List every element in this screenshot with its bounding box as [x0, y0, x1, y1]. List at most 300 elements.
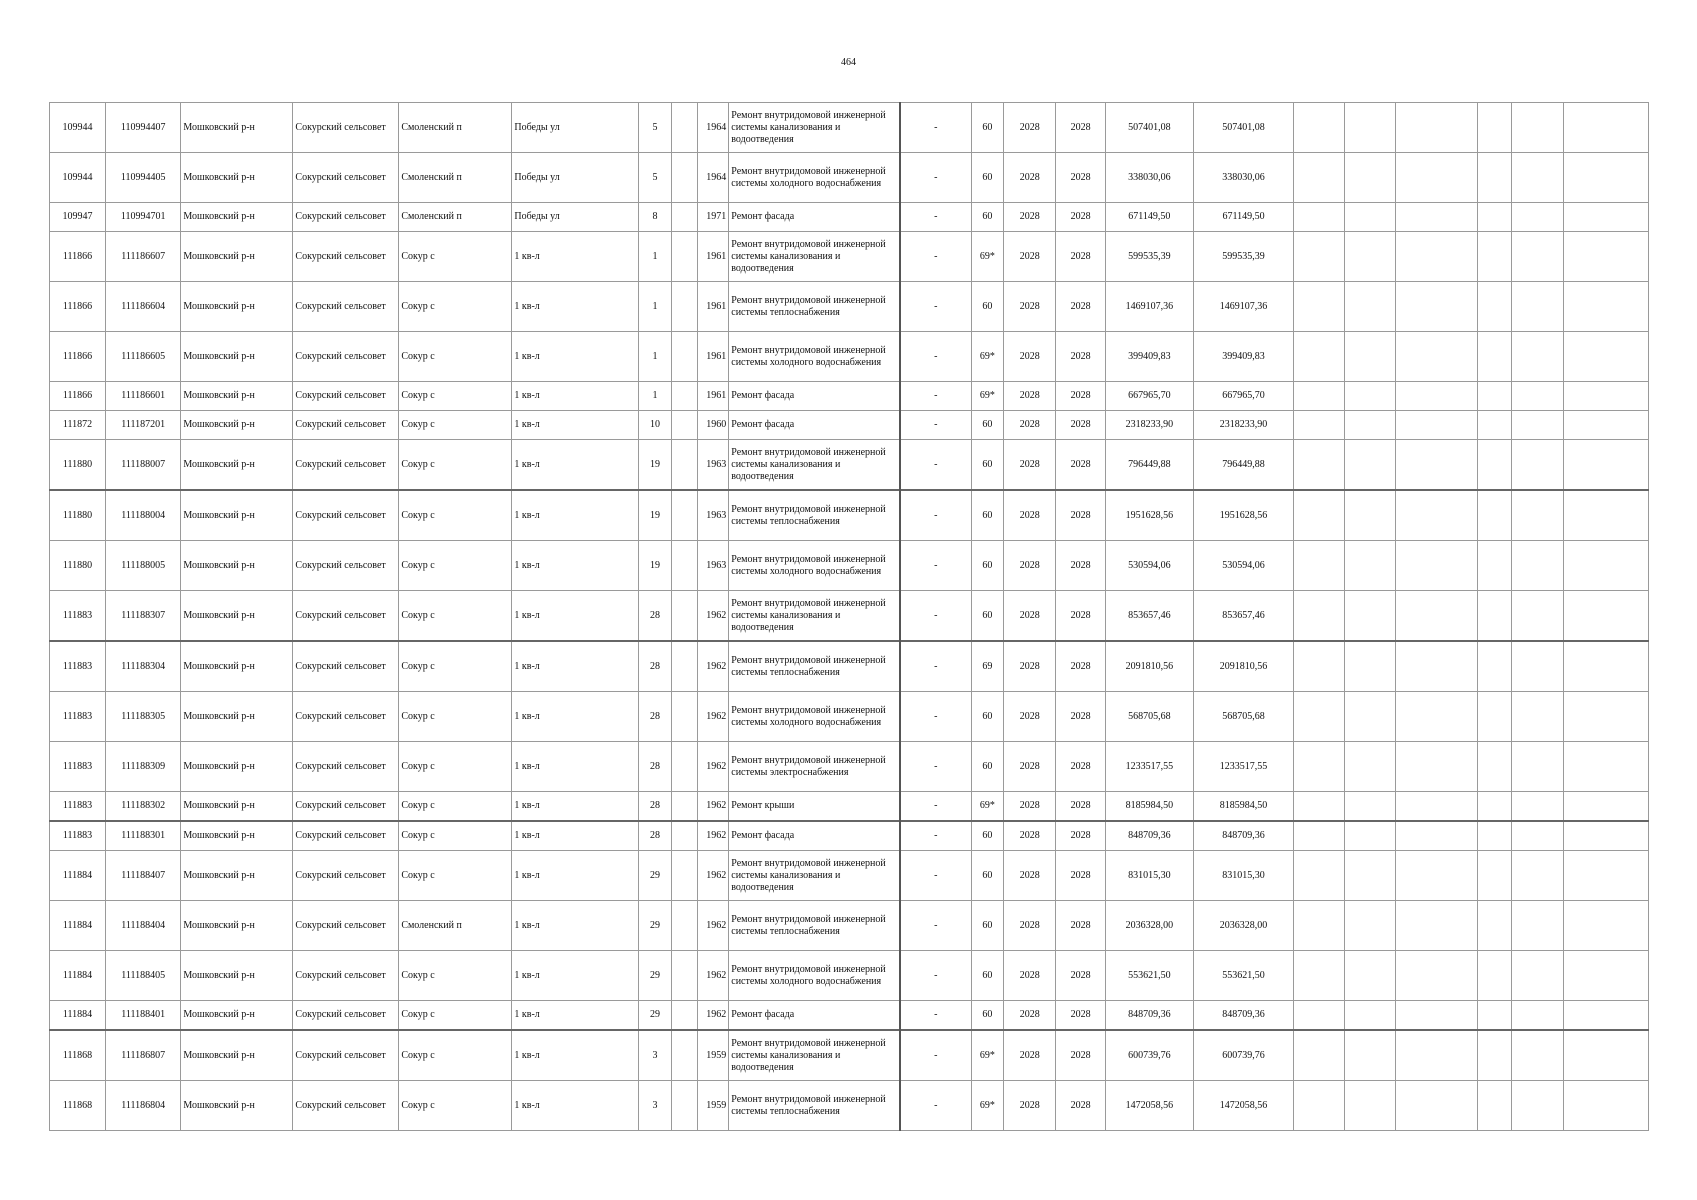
- dash-cell: -: [900, 232, 971, 282]
- empty-cell: [1294, 153, 1345, 203]
- empty-cell: [1512, 792, 1564, 822]
- empty-cell: [1477, 1001, 1512, 1031]
- council: Сокурский сельсовет: [293, 103, 399, 153]
- empty-cell: [1396, 1081, 1477, 1131]
- empty-cell: [1512, 332, 1564, 382]
- empty-cell: [1512, 490, 1564, 541]
- build-year: 1964: [697, 103, 729, 153]
- street: 1 кв-л: [512, 1081, 638, 1131]
- record-id: 111884: [50, 901, 106, 951]
- empty-cell: [1477, 901, 1512, 951]
- empty-cell: [672, 821, 697, 851]
- house-number: 29: [638, 951, 672, 1001]
- empty-cell: [1345, 382, 1396, 411]
- plan-year-start: 2028: [1004, 411, 1056, 440]
- empty-cell: [1564, 282, 1649, 332]
- empty-cell: [1564, 153, 1649, 203]
- repair-cost: 8185984,50: [1106, 792, 1194, 822]
- locality: Сокур с: [399, 440, 512, 491]
- plan-year-end: 2028: [1056, 282, 1106, 332]
- total-cost: 1469107,36: [1193, 282, 1294, 332]
- total-cost: 2036328,00: [1193, 901, 1294, 951]
- street: 1 кв-л: [512, 692, 638, 742]
- record-id: 109944: [50, 153, 106, 203]
- repair-cost: 1233517,55: [1106, 742, 1194, 792]
- street: 1 кв-л: [512, 541, 638, 591]
- empty-cell: [672, 103, 697, 153]
- empty-cell: [1477, 490, 1512, 541]
- empty-cell: [1345, 232, 1396, 282]
- plan-year-start: 2028: [1004, 851, 1056, 901]
- total-cost: 2318233,90: [1193, 411, 1294, 440]
- empty-cell: [1396, 1001, 1477, 1031]
- dash-cell: -: [900, 901, 971, 951]
- empty-cell: [1564, 851, 1649, 901]
- empty-cell: [1396, 851, 1477, 901]
- empty-cell: [1294, 103, 1345, 153]
- empty-cell: [1564, 591, 1649, 642]
- table-row: [50, 901, 1649, 951]
- empty-cell: [1345, 792, 1396, 822]
- element-code: 111186807: [106, 1030, 181, 1081]
- repair-cost: 2318233,90: [1106, 411, 1194, 440]
- dash-cell: -: [900, 742, 971, 792]
- plan-year-start: 2028: [1004, 792, 1056, 822]
- plan-year-end: 2028: [1056, 821, 1106, 851]
- total-cost: 2091810,56: [1193, 641, 1294, 692]
- plan-year-end: 2028: [1056, 851, 1106, 901]
- plan-year-start: 2028: [1004, 332, 1056, 382]
- empty-cell: [1345, 742, 1396, 792]
- empty-cell: [1512, 591, 1564, 642]
- house-number: 1: [638, 282, 672, 332]
- empty-cell: [1396, 792, 1477, 822]
- street: Победы ул: [512, 153, 638, 203]
- service-term: 60: [971, 103, 1004, 153]
- table-row: [50, 742, 1649, 792]
- total-cost: 796449,88: [1193, 440, 1294, 491]
- table-row: [50, 792, 1649, 822]
- repair-cost: 796449,88: [1106, 440, 1194, 491]
- council: Сокурский сельсовет: [293, 203, 399, 232]
- repair-cost: 2091810,56: [1106, 641, 1194, 692]
- empty-cell: [672, 440, 697, 491]
- empty-cell: [1512, 1030, 1564, 1081]
- table-row: [50, 1001, 1649, 1031]
- district: Мошковский р-н: [181, 591, 293, 642]
- service-term: 60: [971, 951, 1004, 1001]
- dash-cell: -: [900, 1030, 971, 1081]
- council: Сокурский сельсовет: [293, 851, 399, 901]
- empty-cell: [1345, 851, 1396, 901]
- council: Сокурский сельсовет: [293, 692, 399, 742]
- empty-cell: [1396, 282, 1477, 332]
- empty-cell: [1512, 1001, 1564, 1031]
- empty-cell: [1564, 232, 1649, 282]
- empty-cell: [1477, 792, 1512, 822]
- house-number: 10: [638, 411, 672, 440]
- locality: Сокур с: [399, 692, 512, 742]
- plan-year-end: 2028: [1056, 541, 1106, 591]
- total-cost: 848709,36: [1193, 1001, 1294, 1031]
- record-id: 111880: [50, 490, 106, 541]
- table-row: [50, 332, 1649, 382]
- record-id: 109947: [50, 203, 106, 232]
- table-row: [50, 591, 1649, 642]
- build-year: 1961: [697, 282, 729, 332]
- work-type: Ремонт внутридомовой инженерной системы канализования и водоотведения: [729, 103, 900, 153]
- district: Мошковский р-н: [181, 382, 293, 411]
- service-term: 69*: [971, 232, 1004, 282]
- element-code: 111186605: [106, 332, 181, 382]
- plan-year-end: 2028: [1056, 490, 1106, 541]
- house-number: 28: [638, 591, 672, 642]
- empty-cell: [1512, 851, 1564, 901]
- house-number: 1: [638, 232, 672, 282]
- house-number: 29: [638, 901, 672, 951]
- empty-cell: [1345, 951, 1396, 1001]
- plan-year-start: 2028: [1004, 901, 1056, 951]
- empty-cell: [1396, 591, 1477, 642]
- empty-cell: [1345, 541, 1396, 591]
- service-term: 69*: [971, 332, 1004, 382]
- record-id: 111883: [50, 792, 106, 822]
- work-type: Ремонт внутридомовой инженерной системы теплоснабжения: [729, 1081, 900, 1131]
- locality: Сокур с: [399, 591, 512, 642]
- table-row: [50, 951, 1649, 1001]
- work-type: Ремонт крыши: [729, 792, 900, 822]
- service-term: 60: [971, 591, 1004, 642]
- empty-cell: [1564, 692, 1649, 742]
- table-row: [50, 153, 1649, 203]
- empty-cell: [1396, 490, 1477, 541]
- locality: Смоленский п: [399, 901, 512, 951]
- council: Сокурский сельсовет: [293, 821, 399, 851]
- street: 1 кв-л: [512, 792, 638, 822]
- empty-cell: [1477, 153, 1512, 203]
- plan-year-start: 2028: [1004, 153, 1056, 203]
- empty-cell: [1345, 282, 1396, 332]
- locality: Сокур с: [399, 821, 512, 851]
- work-type: Ремонт внутридомовой инженерной системы канализования и водоотведения: [729, 440, 900, 491]
- build-year: 1962: [697, 951, 729, 1001]
- empty-cell: [1564, 541, 1649, 591]
- work-type: Ремонт внутридомовой инженерной системы канализования и водоотведения: [729, 851, 900, 901]
- locality: Сокур с: [399, 1001, 512, 1031]
- empty-cell: [1294, 641, 1345, 692]
- service-term: 69*: [971, 792, 1004, 822]
- empty-cell: [1294, 1081, 1345, 1131]
- dash-cell: -: [900, 332, 971, 382]
- record-id: 111883: [50, 591, 106, 642]
- locality: Сокур с: [399, 382, 512, 411]
- plan-year-end: 2028: [1056, 382, 1106, 411]
- build-year: 1971: [697, 203, 729, 232]
- empty-cell: [1345, 1030, 1396, 1081]
- plan-year-end: 2028: [1056, 103, 1106, 153]
- street: 1 кв-л: [512, 232, 638, 282]
- build-year: 1959: [697, 1081, 729, 1131]
- council: Сокурский сельсовет: [293, 641, 399, 692]
- empty-cell: [672, 951, 697, 1001]
- repair-cost: 1472058,56: [1106, 1081, 1194, 1131]
- district: Мошковский р-н: [181, 951, 293, 1001]
- plan-year-end: 2028: [1056, 742, 1106, 792]
- empty-cell: [1294, 851, 1345, 901]
- empty-cell: [1477, 951, 1512, 1001]
- house-number: 8: [638, 203, 672, 232]
- empty-cell: [1396, 232, 1477, 282]
- street: 1 кв-л: [512, 901, 638, 951]
- empty-cell: [1564, 1030, 1649, 1081]
- locality: Сокур с: [399, 1081, 512, 1131]
- table-row: [50, 382, 1649, 411]
- dash-cell: -: [900, 792, 971, 822]
- district: Мошковский р-н: [181, 282, 293, 332]
- total-cost: 848709,36: [1193, 821, 1294, 851]
- record-id: 111866: [50, 282, 106, 332]
- district: Мошковский р-н: [181, 851, 293, 901]
- empty-cell: [1477, 641, 1512, 692]
- empty-cell: [1294, 792, 1345, 822]
- element-code: 111188301: [106, 821, 181, 851]
- plan-year-start: 2028: [1004, 541, 1056, 591]
- empty-cell: [1294, 742, 1345, 792]
- council: Сокурский сельсовет: [293, 742, 399, 792]
- house-number: 19: [638, 490, 672, 541]
- element-code: 110994407: [106, 103, 181, 153]
- service-term: 60: [971, 490, 1004, 541]
- element-code: 111188305: [106, 692, 181, 742]
- total-cost: 599535,39: [1193, 232, 1294, 282]
- district: Мошковский р-н: [181, 641, 293, 692]
- work-type: Ремонт внутридомовой инженерной системы теплоснабжения: [729, 901, 900, 951]
- plan-year-start: 2028: [1004, 641, 1056, 692]
- build-year: 1962: [697, 591, 729, 642]
- element-code: 111188405: [106, 951, 181, 1001]
- dash-cell: -: [900, 103, 971, 153]
- plan-year-end: 2028: [1056, 1030, 1106, 1081]
- council: Сокурский сельсовет: [293, 411, 399, 440]
- element-code: 111188401: [106, 1001, 181, 1031]
- total-cost: 8185984,50: [1193, 792, 1294, 822]
- plan-year-end: 2028: [1056, 411, 1106, 440]
- plan-year-end: 2028: [1056, 1001, 1106, 1031]
- empty-cell: [1512, 203, 1564, 232]
- service-term: 69*: [971, 1081, 1004, 1131]
- locality: Смоленский п: [399, 203, 512, 232]
- plan-year-end: 2028: [1056, 153, 1106, 203]
- district: Мошковский р-н: [181, 103, 293, 153]
- locality: Смоленский п: [399, 153, 512, 203]
- empty-cell: [1396, 951, 1477, 1001]
- work-type: Ремонт фасада: [729, 411, 900, 440]
- record-id: 111884: [50, 1001, 106, 1031]
- house-number: 28: [638, 792, 672, 822]
- empty-cell: [1564, 203, 1649, 232]
- service-term: 60: [971, 411, 1004, 440]
- total-cost: 338030,06: [1193, 153, 1294, 203]
- locality: Сокур с: [399, 490, 512, 541]
- dash-cell: -: [900, 411, 971, 440]
- empty-cell: [1345, 1081, 1396, 1131]
- element-code: 111186601: [106, 382, 181, 411]
- empty-cell: [1564, 382, 1649, 411]
- empty-cell: [672, 382, 697, 411]
- empty-cell: [1345, 490, 1396, 541]
- empty-cell: [1345, 821, 1396, 851]
- empty-cell: [672, 203, 697, 232]
- element-code: 111188309: [106, 742, 181, 792]
- empty-cell: [672, 332, 697, 382]
- element-code: 111186804: [106, 1081, 181, 1131]
- element-code: 111188007: [106, 440, 181, 491]
- street: 1 кв-л: [512, 440, 638, 491]
- locality: Сокур с: [399, 851, 512, 901]
- plan-year-start: 2028: [1004, 692, 1056, 742]
- build-year: 1962: [697, 641, 729, 692]
- empty-cell: [1477, 541, 1512, 591]
- build-year: 1959: [697, 1030, 729, 1081]
- service-term: 60: [971, 541, 1004, 591]
- street: 1 кв-л: [512, 591, 638, 642]
- locality: Смоленский п: [399, 103, 512, 153]
- table-row: [50, 490, 1649, 541]
- table-row: [50, 1030, 1649, 1081]
- dash-cell: -: [900, 591, 971, 642]
- empty-cell: [1512, 742, 1564, 792]
- locality: Сокур с: [399, 282, 512, 332]
- total-cost: 667965,70: [1193, 382, 1294, 411]
- element-code: 111188407: [106, 851, 181, 901]
- plan-year-end: 2028: [1056, 591, 1106, 642]
- empty-cell: [1512, 692, 1564, 742]
- empty-cell: [1345, 901, 1396, 951]
- empty-cell: [1396, 692, 1477, 742]
- dash-cell: -: [900, 1001, 971, 1031]
- record-id: 111866: [50, 332, 106, 382]
- plan-year-start: 2028: [1004, 490, 1056, 541]
- empty-cell: [672, 541, 697, 591]
- table-row: [50, 641, 1649, 692]
- build-year: 1964: [697, 153, 729, 203]
- repair-cost: 831015,30: [1106, 851, 1194, 901]
- house-number: 5: [638, 103, 672, 153]
- plan-year-start: 2028: [1004, 591, 1056, 642]
- empty-cell: [1345, 1001, 1396, 1031]
- district: Мошковский р-н: [181, 490, 293, 541]
- service-term: 60: [971, 203, 1004, 232]
- empty-cell: [1396, 641, 1477, 692]
- build-year: 1963: [697, 440, 729, 491]
- locality: Сокур с: [399, 232, 512, 282]
- page-number: 464: [841, 57, 856, 68]
- house-number: 3: [638, 1081, 672, 1131]
- repair-cost: 848709,36: [1106, 1001, 1194, 1031]
- street: Победы ул: [512, 103, 638, 153]
- locality: Сокур с: [399, 792, 512, 822]
- record-id: 111872: [50, 411, 106, 440]
- house-number: 1: [638, 382, 672, 411]
- build-year: 1961: [697, 382, 729, 411]
- empty-cell: [672, 792, 697, 822]
- build-year: 1961: [697, 332, 729, 382]
- empty-cell: [672, 232, 697, 282]
- empty-cell: [1477, 411, 1512, 440]
- empty-cell: [672, 641, 697, 692]
- empty-cell: [1564, 901, 1649, 951]
- council: Сокурский сельсовет: [293, 951, 399, 1001]
- table-row: [50, 411, 1649, 440]
- street: 1 кв-л: [512, 282, 638, 332]
- empty-cell: [672, 1030, 697, 1081]
- repair-cost: 2036328,00: [1106, 901, 1194, 951]
- house-number: 28: [638, 641, 672, 692]
- council: Сокурский сельсовет: [293, 382, 399, 411]
- build-year: 1960: [697, 411, 729, 440]
- district: Мошковский р-н: [181, 742, 293, 792]
- repair-cost: 848709,36: [1106, 821, 1194, 851]
- element-code: 111188005: [106, 541, 181, 591]
- plan-year-start: 2028: [1004, 203, 1056, 232]
- service-term: 60: [971, 282, 1004, 332]
- build-year: 1963: [697, 541, 729, 591]
- plan-year-end: 2028: [1056, 203, 1106, 232]
- council: Сокурский сельсовет: [293, 490, 399, 541]
- empty-cell: [1294, 232, 1345, 282]
- empty-cell: [1294, 382, 1345, 411]
- empty-cell: [1396, 541, 1477, 591]
- record-id: 111866: [50, 232, 106, 282]
- work-type: Ремонт внутридомовой инженерной системы канализования и водоотведения: [729, 232, 900, 282]
- service-term: 60: [971, 692, 1004, 742]
- locality: Сокур с: [399, 1030, 512, 1081]
- council: Сокурский сельсовет: [293, 332, 399, 382]
- table-row: [50, 851, 1649, 901]
- plan-year-start: 2028: [1004, 232, 1056, 282]
- empty-cell: [1396, 382, 1477, 411]
- house-number: 5: [638, 153, 672, 203]
- plan-year-end: 2028: [1056, 901, 1106, 951]
- empty-cell: [672, 692, 697, 742]
- work-type: Ремонт внутридомовой инженерной системы холодного водоснабжения: [729, 692, 900, 742]
- plan-year-start: 2028: [1004, 282, 1056, 332]
- build-year: 1962: [697, 792, 729, 822]
- empty-cell: [1477, 742, 1512, 792]
- district: Мошковский р-н: [181, 1081, 293, 1131]
- total-cost: 1472058,56: [1193, 1081, 1294, 1131]
- council: Сокурский сельсовет: [293, 792, 399, 822]
- empty-cell: [1294, 1001, 1345, 1031]
- council: Сокурский сельсовет: [293, 591, 399, 642]
- work-type: Ремонт внутридомовой инженерной системы холодного водоснабжения: [729, 541, 900, 591]
- locality: Сокур с: [399, 411, 512, 440]
- empty-cell: [672, 153, 697, 203]
- empty-cell: [1512, 411, 1564, 440]
- service-term: 60: [971, 153, 1004, 203]
- empty-cell: [1512, 821, 1564, 851]
- empty-cell: [672, 411, 697, 440]
- work-type: Ремонт фасада: [729, 203, 900, 232]
- house-number: 29: [638, 1001, 672, 1031]
- empty-cell: [1564, 641, 1649, 692]
- street: 1 кв-л: [512, 821, 638, 851]
- empty-cell: [1477, 591, 1512, 642]
- element-code: 111186607: [106, 232, 181, 282]
- district: Мошковский р-н: [181, 692, 293, 742]
- total-cost: 1233517,55: [1193, 742, 1294, 792]
- work-type: Ремонт внутридомовой инженерной системы теплоснабжения: [729, 282, 900, 332]
